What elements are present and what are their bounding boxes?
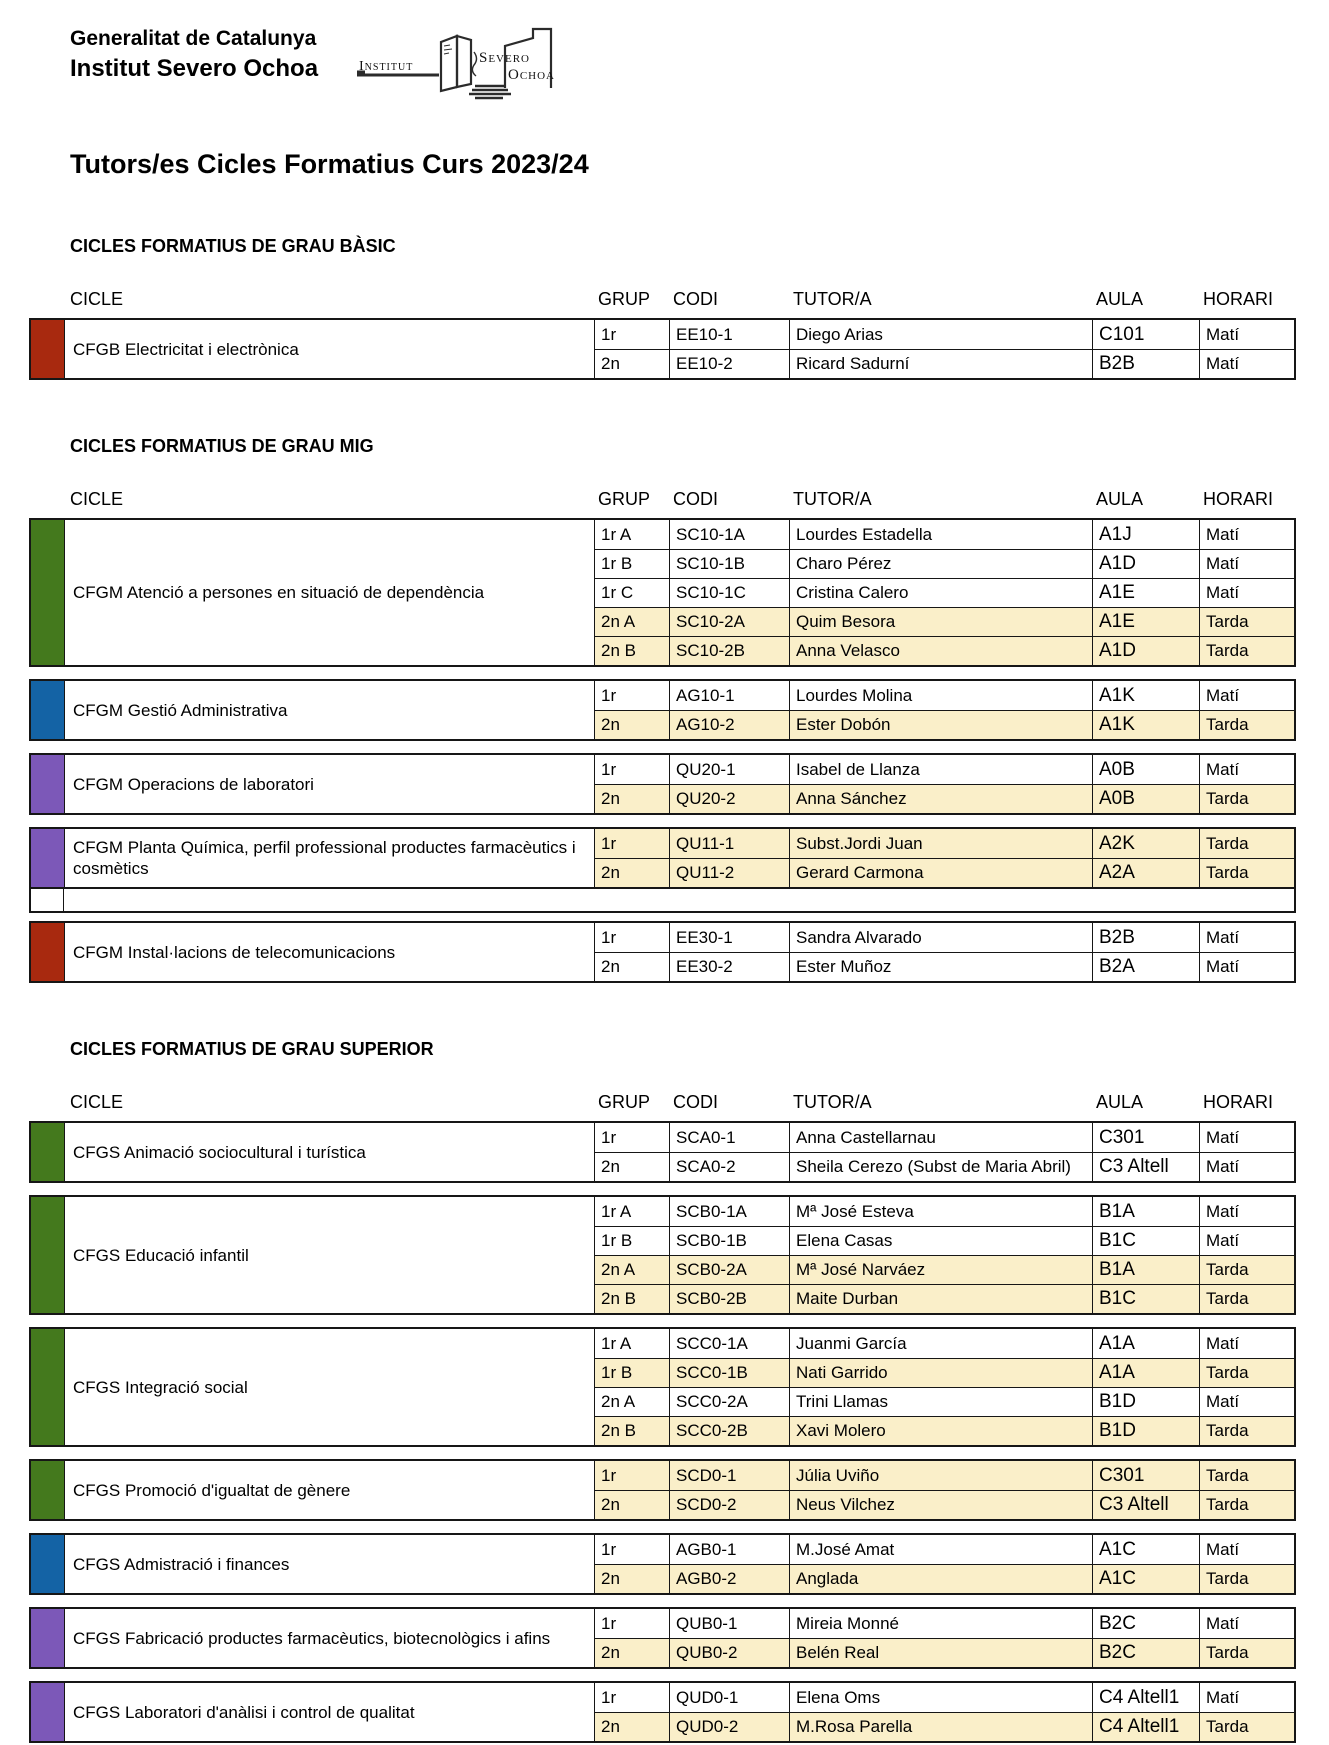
cycle-name: CFGM Gestió Administrativa — [64, 681, 594, 739]
codi-cell: SCD0-2 — [669, 1490, 789, 1519]
empty-spacer-cell — [64, 889, 1294, 911]
grup-cell: 1r B — [594, 1226, 669, 1255]
logo-word-institut: Institut — [359, 59, 414, 74]
cycle-color-swatch — [31, 755, 64, 813]
grup-cell: 1r — [594, 1123, 669, 1152]
page-header — [29, 26, 1296, 112]
aula-cell: C301 — [1092, 1461, 1199, 1490]
cycle-name: CFGM Planta Química, perfil professional productes farmacèutics i cosmètics — [64, 829, 594, 887]
horari-cell: Tarda — [1199, 1255, 1294, 1284]
codi-cell: QU11-1 — [669, 829, 789, 858]
tutor-cell: Ester Muñoz — [789, 952, 1092, 981]
column-header-grup: GRUP — [598, 289, 651, 309]
tutor-cell: Elena Casas — [789, 1226, 1092, 1255]
tutor-cell: Ester Dobón — [789, 710, 1092, 739]
aula-cell: B2C — [1092, 1638, 1199, 1667]
grup-cell: 2n — [594, 858, 669, 887]
tutor-cell: M.José Amat — [789, 1535, 1092, 1564]
horari-cell: Matí — [1199, 923, 1294, 952]
codi-cell: SCD0-1 — [669, 1461, 789, 1490]
grup-cell: 1r A — [594, 1197, 669, 1226]
cycle-name: CFGS Integració social — [64, 1329, 594, 1445]
grup-cell: 1r — [594, 1461, 669, 1490]
cycle-name: CFGS Laboratori d'anàlisi i control de qualitat — [64, 1683, 594, 1741]
horari-cell: Tarda — [1199, 1461, 1294, 1490]
section-heading: CICLES FORMATIUS DE GRAU MIG — [70, 436, 374, 456]
aula-cell: C3 Altell — [1092, 1152, 1199, 1181]
aula-cell: B2B — [1092, 349, 1199, 378]
horari-cell: Matí — [1199, 1226, 1294, 1255]
grup-cell: 2n — [594, 1712, 669, 1741]
school-name: Institut Severo Ochoa — [70, 55, 319, 82]
column-header-codi: CODI — [673, 289, 718, 309]
codi-cell: SCB0-2A — [669, 1255, 789, 1284]
column-header-aula: AULA — [1096, 489, 1144, 509]
codi-cell: SC10-1C — [669, 578, 789, 607]
cycle-color-swatch — [31, 1535, 64, 1593]
codi-cell: SC10-1B — [669, 549, 789, 578]
horari-cell: Tarda — [1199, 1416, 1294, 1445]
tutor-cell: Nati Garrido — [789, 1358, 1092, 1387]
aula-cell: A1J — [1092, 520, 1199, 549]
horari-cell: Matí — [1199, 1683, 1294, 1712]
cycle-block — [29, 518, 1296, 667]
column-header-grup: GRUP — [598, 1092, 651, 1112]
aula-cell: A1E — [1092, 578, 1199, 607]
aula-cell: C301 — [1092, 1123, 1199, 1152]
cycle-block — [29, 1533, 1296, 1595]
codi-cell: SCC0-1A — [669, 1329, 789, 1358]
grup-cell: 2n B — [594, 1416, 669, 1445]
cycle-block — [29, 1195, 1296, 1315]
tutor-cell: Maite Durban — [789, 1284, 1092, 1313]
aula-cell: B2C — [1092, 1609, 1199, 1638]
grup-cell: 2n — [594, 1638, 669, 1667]
column-header-codi: CODI — [673, 489, 718, 509]
grup-cell: 2n A — [594, 1255, 669, 1284]
horari-cell: Matí — [1199, 1197, 1294, 1226]
page-title: Tutors/es Cicles Formatius Curs 2023/24 — [70, 149, 589, 179]
grup-cell: 2n — [594, 1564, 669, 1593]
grup-cell: 2n A — [594, 607, 669, 636]
codi-cell: EE30-2 — [669, 952, 789, 981]
aula-cell: A1C — [1092, 1535, 1199, 1564]
tutor-cell: Juanmi García — [789, 1329, 1092, 1358]
column-header-row — [29, 288, 1296, 310]
empty-spacer-row — [29, 887, 1296, 913]
grup-cell: 2n A — [594, 1387, 669, 1416]
horari-cell: Tarda — [1199, 784, 1294, 813]
grup-cell: 1r B — [594, 1358, 669, 1387]
codi-cell: AG10-1 — [669, 681, 789, 710]
grup-cell: 1r A — [594, 520, 669, 549]
cycle-block — [29, 753, 1296, 815]
codi-cell: QU11-2 — [669, 858, 789, 887]
grup-cell: 1r — [594, 1683, 669, 1712]
aula-cell: B2A — [1092, 952, 1199, 981]
section-heading: CICLES FORMATIUS DE GRAU SUPERIOR — [70, 1039, 434, 1059]
codi-cell: QUB0-1 — [669, 1609, 789, 1638]
aula-cell: C4 Altell1 — [1092, 1683, 1199, 1712]
horari-cell: Tarda — [1199, 636, 1294, 665]
tutor-cell: Anna Velasco — [789, 636, 1092, 665]
grup-cell: 2n B — [594, 636, 669, 665]
codi-cell: AG10-2 — [669, 710, 789, 739]
logo-word-severo: Severo — [479, 50, 531, 66]
tutor-cell: Cristina Calero — [789, 578, 1092, 607]
codi-cell: SCB0-1B — [669, 1226, 789, 1255]
section-heading: CICLES FORMATIUS DE GRAU BÀSIC — [70, 236, 396, 256]
tutor-cell: Subst.Jordi Juan — [789, 829, 1092, 858]
codi-cell: EE30-1 — [669, 923, 789, 952]
cycle-color-swatch — [31, 923, 64, 981]
cycle-name: CFGS Promoció d'igualtat de gènere — [64, 1461, 594, 1519]
cycle-name: CFGS Educació infantil — [64, 1197, 594, 1313]
grup-cell: 1r A — [594, 1329, 669, 1358]
horari-cell: Tarda — [1199, 1358, 1294, 1387]
tutor-cell: Sandra Alvarado — [789, 923, 1092, 952]
grup-cell: 2n B — [594, 1284, 669, 1313]
column-header-horari: HORARI — [1203, 1092, 1274, 1112]
tutor-cell: Elena Oms — [789, 1683, 1092, 1712]
horari-cell: Tarda — [1199, 1712, 1294, 1741]
aula-cell: B2B — [1092, 923, 1199, 952]
horari-cell: Matí — [1199, 578, 1294, 607]
column-header-grup: GRUP — [598, 489, 651, 509]
aula-cell: A2A — [1092, 858, 1199, 887]
tutor-cell: Anna Sánchez — [789, 784, 1092, 813]
column-header-aula: AULA — [1096, 1092, 1144, 1112]
codi-cell: SCA0-1 — [669, 1123, 789, 1152]
tutor-cell: Lourdes Molina — [789, 681, 1092, 710]
horari-cell: Matí — [1199, 681, 1294, 710]
cycle-color-swatch — [31, 1123, 64, 1181]
tutor-cell: Anna Castellarnau — [789, 1123, 1092, 1152]
aula-cell: A0B — [1092, 755, 1199, 784]
codi-cell: QU20-1 — [669, 755, 789, 784]
grup-cell: 1r — [594, 923, 669, 952]
codi-cell: QUD0-2 — [669, 1712, 789, 1741]
tutor-cell: Diego Arias — [789, 320, 1092, 349]
cycle-block — [29, 921, 1296, 983]
horari-cell: Tarda — [1199, 1284, 1294, 1313]
tutor-cell: Trini Llamas — [789, 1387, 1092, 1416]
horari-cell: Tarda — [1199, 710, 1294, 739]
grup-cell: 1r — [594, 320, 669, 349]
cycle-color-swatch — [31, 829, 64, 887]
horari-cell: Tarda — [1199, 1638, 1294, 1667]
grup-cell: 1r B — [594, 549, 669, 578]
cycle-block — [29, 1121, 1296, 1183]
codi-cell: EE10-1 — [669, 320, 789, 349]
codi-cell: QUB0-2 — [669, 1638, 789, 1667]
logo-word-ochoa: Ochoa — [508, 67, 556, 83]
codi-cell: SCB0-2B — [669, 1284, 789, 1313]
column-header-tutor: TUTOR/A — [793, 489, 872, 509]
column-header-horari: HORARI — [1203, 289, 1274, 309]
column-header-tutor: TUTOR/A — [793, 1092, 872, 1112]
cycle-color-swatch — [31, 1683, 64, 1741]
aula-cell: C101 — [1092, 320, 1199, 349]
horari-cell: Matí — [1199, 1535, 1294, 1564]
tutor-cell: Mª José Narváez — [789, 1255, 1092, 1284]
tutor-cell: M.Rosa Parella — [789, 1712, 1092, 1741]
cycle-color-swatch — [31, 1197, 64, 1313]
codi-cell: SCA0-2 — [669, 1152, 789, 1181]
aula-cell: A1E — [1092, 607, 1199, 636]
grup-cell: 1r — [594, 755, 669, 784]
cycle-block — [29, 1327, 1296, 1447]
cycle-color-swatch — [31, 1329, 64, 1445]
aula-cell: A1C — [1092, 1564, 1199, 1593]
codi-cell: AGB0-2 — [669, 1564, 789, 1593]
column-header-horari: HORARI — [1203, 489, 1274, 509]
codi-cell: SCC0-1B — [669, 1358, 789, 1387]
aula-cell: A1D — [1092, 549, 1199, 578]
codi-cell: SCC0-2A — [669, 1387, 789, 1416]
horari-cell: Matí — [1199, 1123, 1294, 1152]
codi-cell: QUD0-1 — [669, 1683, 789, 1712]
horari-cell: Matí — [1199, 755, 1294, 784]
grup-cell: 1r — [594, 1609, 669, 1638]
codi-cell: SC10-2A — [669, 607, 789, 636]
grup-cell: 2n — [594, 349, 669, 378]
cycle-block — [29, 318, 1296, 380]
horari-cell: Matí — [1199, 349, 1294, 378]
codi-cell: SCC0-2B — [669, 1416, 789, 1445]
column-header-row — [29, 488, 1296, 510]
cycle-name: CFGM Operacions de laboratori — [64, 755, 594, 813]
cycle-color-swatch — [31, 1461, 64, 1519]
aula-cell: B1A — [1092, 1255, 1199, 1284]
cycle-block — [29, 1607, 1296, 1669]
aula-cell: A1K — [1092, 681, 1199, 710]
codi-cell: SC10-2B — [669, 636, 789, 665]
cycle-name: CFGB Electricitat i electrònica — [64, 320, 594, 378]
horari-cell: Tarda — [1199, 829, 1294, 858]
cycle-name: CFGS Fabricació productes farmacèutics, biotecnològics i afins — [64, 1609, 594, 1667]
tutor-cell: Xavi Molero — [789, 1416, 1092, 1445]
grup-cell: 1r — [594, 1535, 669, 1564]
grup-cell: 1r — [594, 681, 669, 710]
cycle-block — [29, 1681, 1296, 1743]
sections-container — [29, 234, 1296, 1743]
grup-cell: 1r — [594, 829, 669, 858]
cycle-name: CFGS Animació sociocultural i turística — [64, 1123, 594, 1181]
grup-cell: 2n — [594, 784, 669, 813]
column-header-aula: AULA — [1096, 289, 1144, 309]
codi-cell: AGB0-1 — [669, 1535, 789, 1564]
cycle-color-swatch — [31, 681, 64, 739]
cycle-block — [29, 1459, 1296, 1521]
column-header-tutor: TUTOR/A — [793, 289, 872, 309]
tutor-cell: Belén Real — [789, 1638, 1092, 1667]
grup-cell: 2n — [594, 952, 669, 981]
horari-cell: Matí — [1199, 1329, 1294, 1358]
grup-cell: 2n — [594, 1490, 669, 1519]
horari-cell: Tarda — [1199, 858, 1294, 887]
column-header-cicle: CICLE — [70, 489, 124, 509]
grup-cell: 1r C — [594, 578, 669, 607]
cycle-name: CFGS Admistració i finances — [64, 1535, 594, 1593]
cycle-block — [29, 679, 1296, 741]
tutor-cell: Sheila Cerezo (Subst de Maria Abril) — [789, 1152, 1092, 1181]
tutor-cell: Quim Besora — [789, 607, 1092, 636]
cycle-color-swatch — [31, 1609, 64, 1667]
cycle-color-swatch — [31, 520, 64, 665]
empty-spacer-color-cell — [31, 889, 64, 911]
horari-cell: Matí — [1199, 320, 1294, 349]
horari-cell: Tarda — [1199, 607, 1294, 636]
aula-cell: B1C — [1092, 1226, 1199, 1255]
tutor-cell: Isabel de Llanza — [789, 755, 1092, 784]
tutor-cell: Anglada — [789, 1564, 1092, 1593]
aula-cell: C3 Altell — [1092, 1490, 1199, 1519]
horari-cell: Matí — [1199, 1387, 1294, 1416]
horari-cell: Matí — [1199, 952, 1294, 981]
tutor-cell: Charo Pérez — [789, 549, 1092, 578]
column-header-cicle: CICLE — [70, 1092, 124, 1112]
aula-cell: B1D — [1092, 1416, 1199, 1445]
codi-cell: QU20-2 — [669, 784, 789, 813]
aula-cell: B1D — [1092, 1387, 1199, 1416]
column-header-cicle: CICLE — [70, 289, 124, 309]
aula-cell: B1C — [1092, 1284, 1199, 1313]
cycle-name: CFGM Atenció a persones en situació de dependència — [64, 520, 594, 665]
codi-cell: EE10-2 — [669, 349, 789, 378]
school-logo-icon — [355, 26, 570, 110]
aula-cell: A1K — [1092, 710, 1199, 739]
column-header-row — [29, 1091, 1296, 1113]
aula-cell: A0B — [1092, 784, 1199, 813]
horari-cell: Matí — [1199, 549, 1294, 578]
tutor-cell: Júlia Uviño — [789, 1461, 1092, 1490]
aula-cell: A1D — [1092, 636, 1199, 665]
grup-cell: 2n — [594, 710, 669, 739]
cycle-name: CFGM Instal·lacions de telecomunicacions — [64, 923, 594, 981]
codi-cell: SCB0-1A — [669, 1197, 789, 1226]
tutor-cell: Mª José Esteva — [789, 1197, 1092, 1226]
tutor-cell: Mireia Monné — [789, 1609, 1092, 1638]
grup-cell: 2n — [594, 1152, 669, 1181]
tutor-cell: Lourdes Estadella — [789, 520, 1092, 549]
tutor-cell: Ricard Sadurní — [789, 349, 1092, 378]
aula-cell: C4 Altell1 — [1092, 1712, 1199, 1741]
aula-cell: B1A — [1092, 1197, 1199, 1226]
horari-cell: Matí — [1199, 1152, 1294, 1181]
cycle-color-swatch — [31, 320, 64, 378]
aula-cell: A1A — [1092, 1329, 1199, 1358]
org-name: Generalitat de Catalunya — [70, 27, 317, 50]
aula-cell: A2K — [1092, 829, 1199, 858]
cycle-block — [29, 827, 1296, 889]
column-header-codi: CODI — [673, 1092, 718, 1112]
horari-cell: Matí — [1199, 1609, 1294, 1638]
aula-cell: A1A — [1092, 1358, 1199, 1387]
horari-cell: Tarda — [1199, 1564, 1294, 1593]
codi-cell: SC10-1A — [669, 520, 789, 549]
tutor-cell: Gerard Carmona — [789, 858, 1092, 887]
tutor-cell: Neus Vilchez — [789, 1490, 1092, 1519]
horari-cell: Tarda — [1199, 1490, 1294, 1519]
horari-cell: Matí — [1199, 520, 1294, 549]
